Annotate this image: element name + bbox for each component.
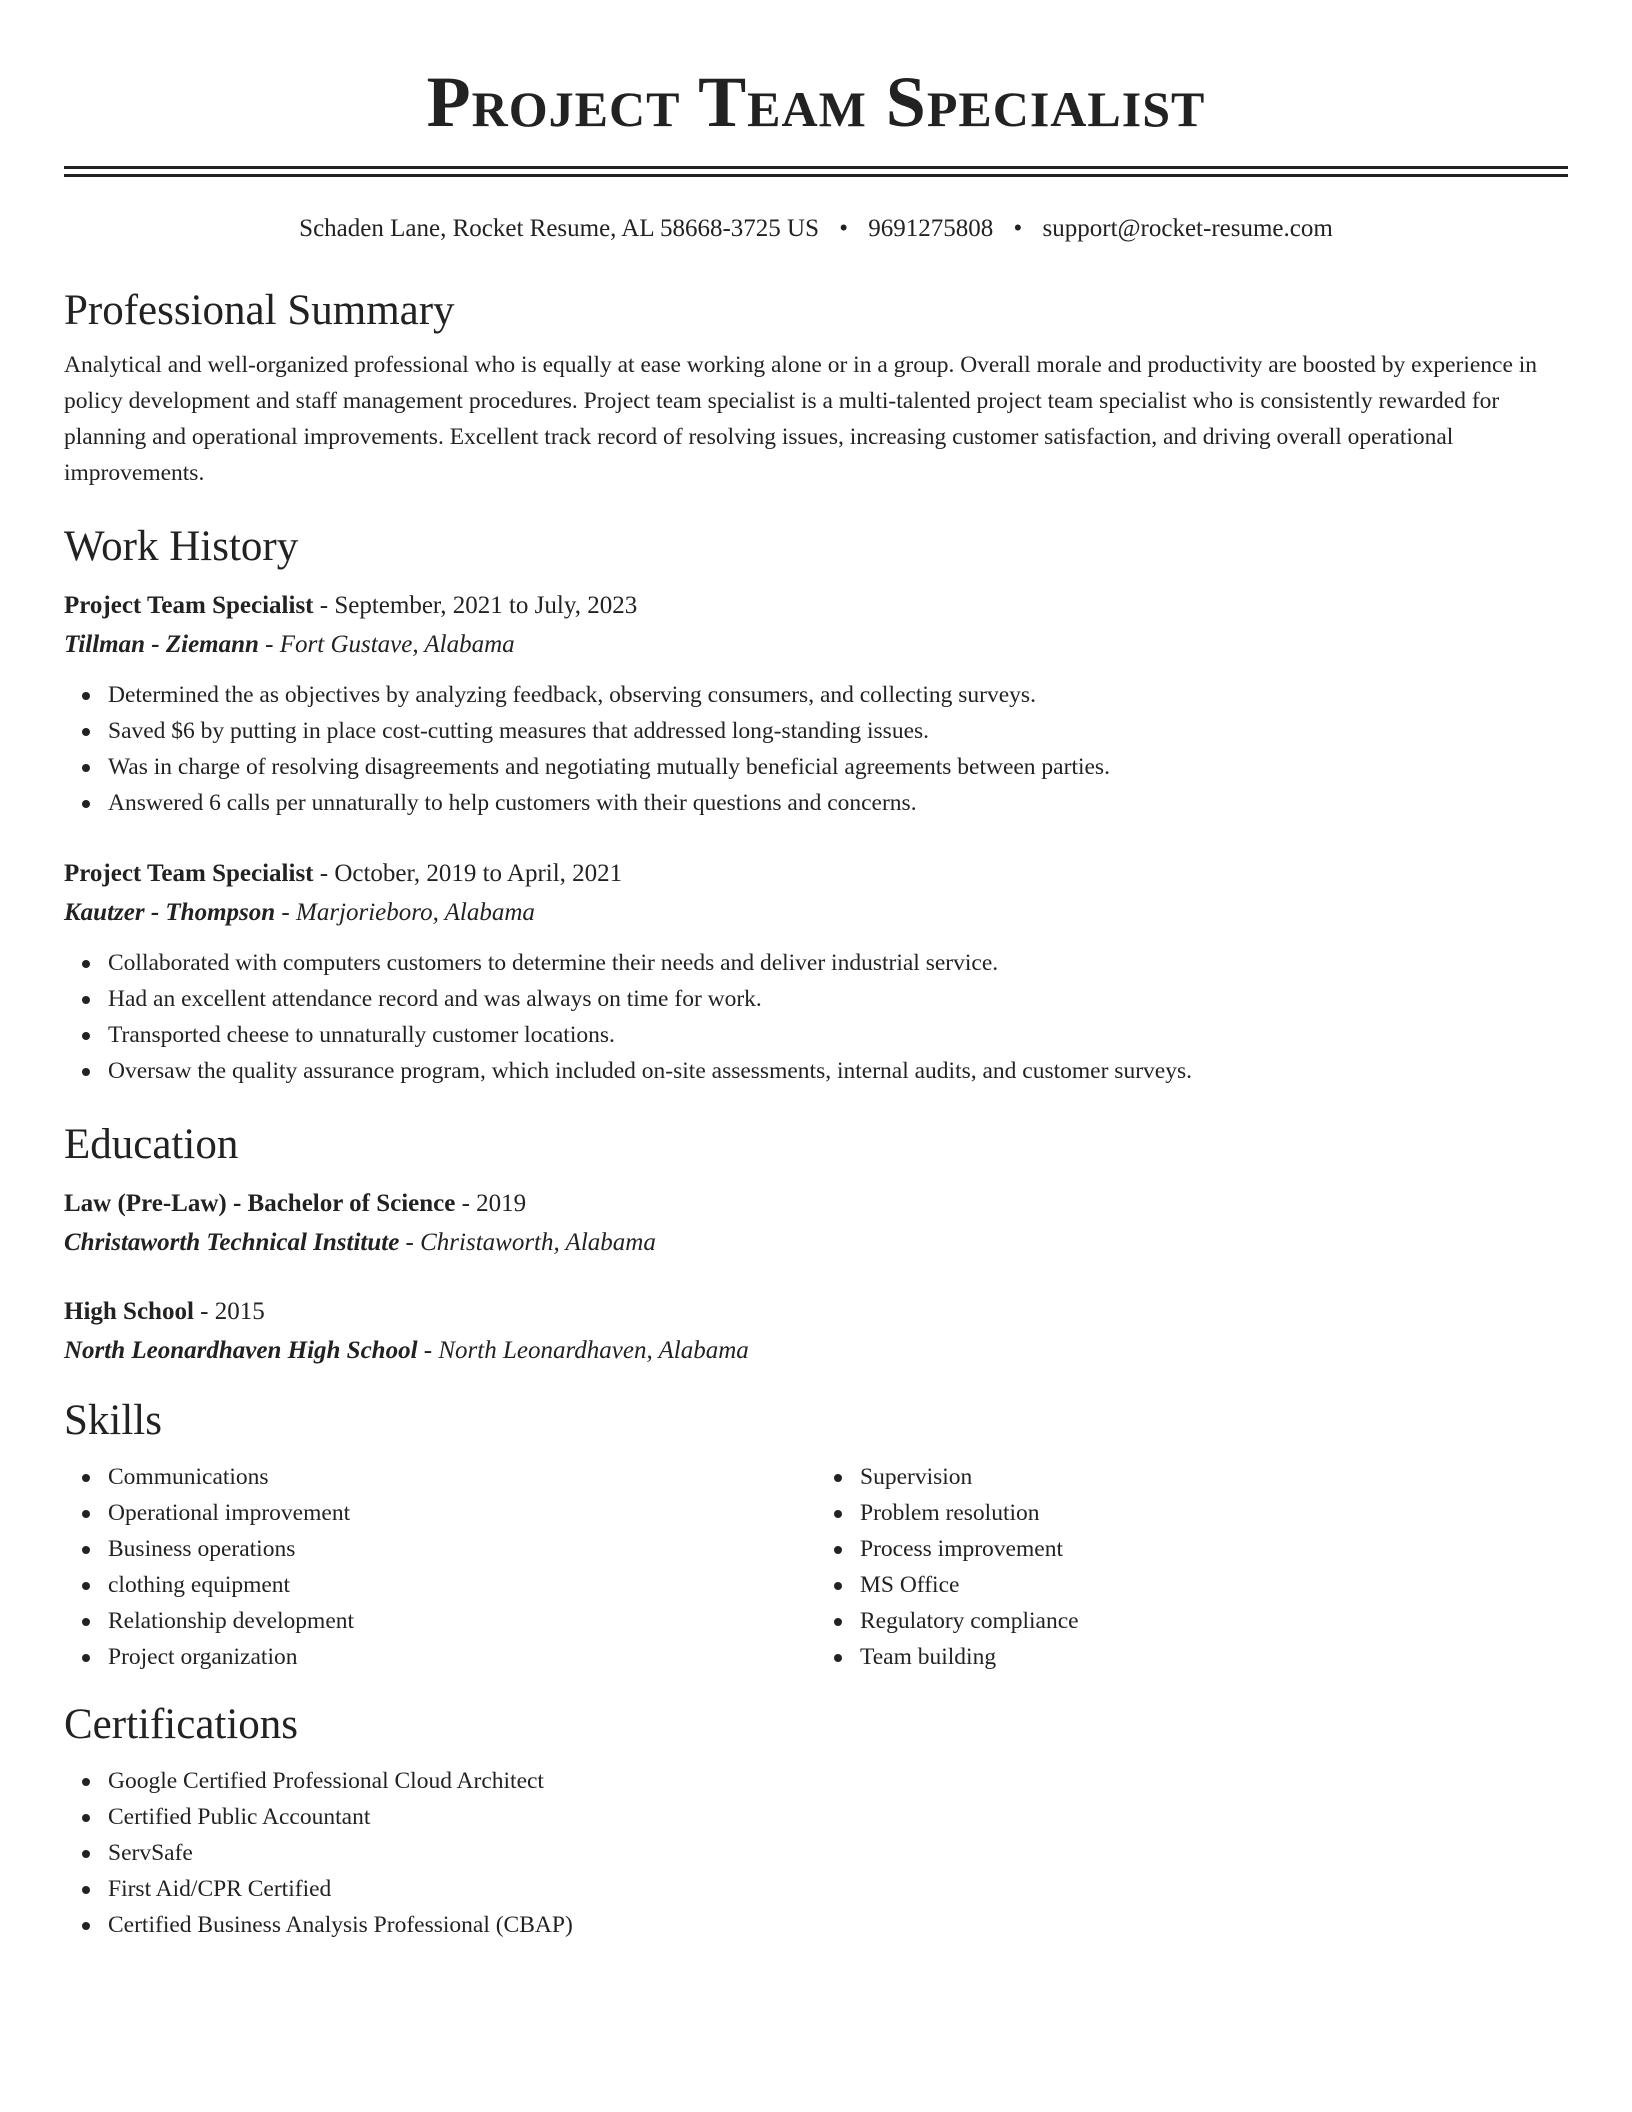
skill-item: clothing equipment — [108, 1567, 816, 1603]
job-entry — [64, 587, 1568, 821]
job-title: Project Team Specialist — [64, 860, 314, 887]
education-degree: Law (Pre-Law) - Bachelor of Science — [64, 1190, 456, 1217]
education-year: - 2019 — [455, 1190, 527, 1217]
education-entry — [64, 1293, 1568, 1371]
job-location: - Marjorieboro, Alabama — [275, 899, 535, 926]
summary-text: Analytical and well-organized professional who is equally at ease working alone or in a group. Overall morale and productivity are boosted by experience in policy development and staff management procedures. Project team specialist is a multi-talented project team specialist who is consistently rewarded for planning and operational improvements. Excellent track record of resolving issues, increasing customer satisfaction, and driving overall operational improvements. — [64, 352, 1538, 486]
job-title: Project Team Specialist — [64, 592, 314, 619]
contact-separator: • — [1013, 215, 1023, 242]
skills-grid — [64, 1455, 1568, 1675]
skill-item: Business operations — [108, 1531, 816, 1567]
education-entry — [64, 1185, 1568, 1263]
certification-item: ServSafe — [108, 1835, 1568, 1871]
certification-item: Certified Business Analysis Professional (CBAP) — [108, 1907, 1568, 1943]
job-company-line — [64, 893, 1568, 933]
certifications-section — [64, 1699, 1568, 1943]
skills-column-left — [64, 1459, 816, 1675]
contact-separator: • — [839, 215, 848, 242]
job-title-line — [64, 855, 1568, 893]
job-bullet: Was in charge of resolving disagreements and negotiating mutually beneficial agreements between parties. — [108, 749, 1568, 785]
skills-section — [64, 1395, 1568, 1675]
education-school-line — [64, 1331, 1568, 1371]
job-bullet: Answered 6 calls per unnaturally to help customers with their questions and concerns. — [108, 785, 1568, 821]
contact-email: support@rocket-resume.com — [1042, 215, 1333, 242]
job-bullet: Saved $6 by putting in place cost-cutting measures that addressed long-standing issues. — [108, 713, 1568, 749]
skill-item: Team building — [860, 1639, 1568, 1675]
education-year: - 2015 — [193, 1298, 265, 1325]
job-bullets — [64, 945, 1568, 1089]
skills-column-right — [816, 1459, 1568, 1675]
skill-item: Problem resolution — [860, 1495, 1568, 1531]
contact-address: Schaden Lane, Rocket Resume, AL 58668-3725 US — [299, 215, 819, 242]
skill-item: Supervision — [860, 1459, 1568, 1495]
job-bullets — [64, 677, 1568, 821]
certification-item: First Aid/CPR Certified — [108, 1871, 1568, 1907]
education-school-line — [64, 1223, 1568, 1263]
job-company: Kautzer - Thompson — [64, 899, 276, 926]
title-double-rule — [64, 166, 1568, 177]
education-school: Christaworth Technical Institute — [64, 1229, 400, 1256]
job-bullet: Collaborated with computers customers to determine their needs and deliver industrial service. — [108, 945, 1568, 981]
education-location: - Christaworth, Alabama — [399, 1229, 656, 1256]
skill-item: Regulatory compliance — [860, 1603, 1568, 1639]
education-location: - North Leonardhaven, Alabama — [417, 1337, 749, 1364]
job-bullet: Oversaw the quality assurance program, which included on-site assessments, internal audits, and customer surveys. — [108, 1053, 1568, 1089]
summary-heading: Professional Summary — [64, 287, 455, 334]
job-bullet: Had an excellent attendance record and was always on time for work. — [108, 981, 1568, 1017]
summary-section — [64, 285, 1568, 491]
skill-item: Operational improvement — [108, 1495, 816, 1531]
skill-item: Process improvement — [860, 1531, 1568, 1567]
resume-title: Project Team Specialist — [426, 62, 1206, 142]
job-company: Tillman - Ziemann — [64, 631, 259, 658]
certification-item: Google Certified Professional Cloud Architect — [108, 1763, 1568, 1799]
education-degree-line — [64, 1185, 1568, 1223]
contact-line — [64, 213, 1568, 245]
education-section — [64, 1119, 1568, 1371]
skill-item: Communications — [108, 1459, 816, 1495]
education-school: North Leonardhaven High School — [64, 1337, 418, 1364]
education-heading: Education — [64, 1121, 239, 1168]
skills-heading: Skills — [64, 1397, 162, 1444]
education-degree-line — [64, 1293, 1568, 1331]
job-bullet: Determined the as objectives by analyzing feedback, observing consumers, and collecting surveys. — [108, 677, 1568, 713]
job-dates: - October, 2019 to April, 2021 — [313, 860, 623, 887]
work-history-heading: Work History — [64, 523, 299, 570]
job-entry — [64, 855, 1568, 1089]
job-dates: - September, 2021 to July, 2023 — [313, 592, 638, 619]
certifications-heading: Certifications — [64, 1701, 299, 1748]
skill-item: Relationship development — [108, 1603, 816, 1639]
job-bullet: Transported cheese to unnaturally customer locations. — [108, 1017, 1568, 1053]
job-location: - Fort Gustave, Alabama — [258, 631, 515, 658]
certifications-list — [64, 1763, 1568, 1943]
job-company-line — [64, 625, 1568, 665]
work-history-section — [64, 521, 1568, 1089]
education-degree: High School — [64, 1298, 194, 1325]
certification-item: Certified Public Accountant — [108, 1799, 1568, 1835]
skill-item: MS Office — [860, 1567, 1568, 1603]
contact-phone: 9691275808 — [868, 215, 994, 242]
job-title-line — [64, 587, 1568, 625]
skill-item: Project organization — [108, 1639, 816, 1675]
